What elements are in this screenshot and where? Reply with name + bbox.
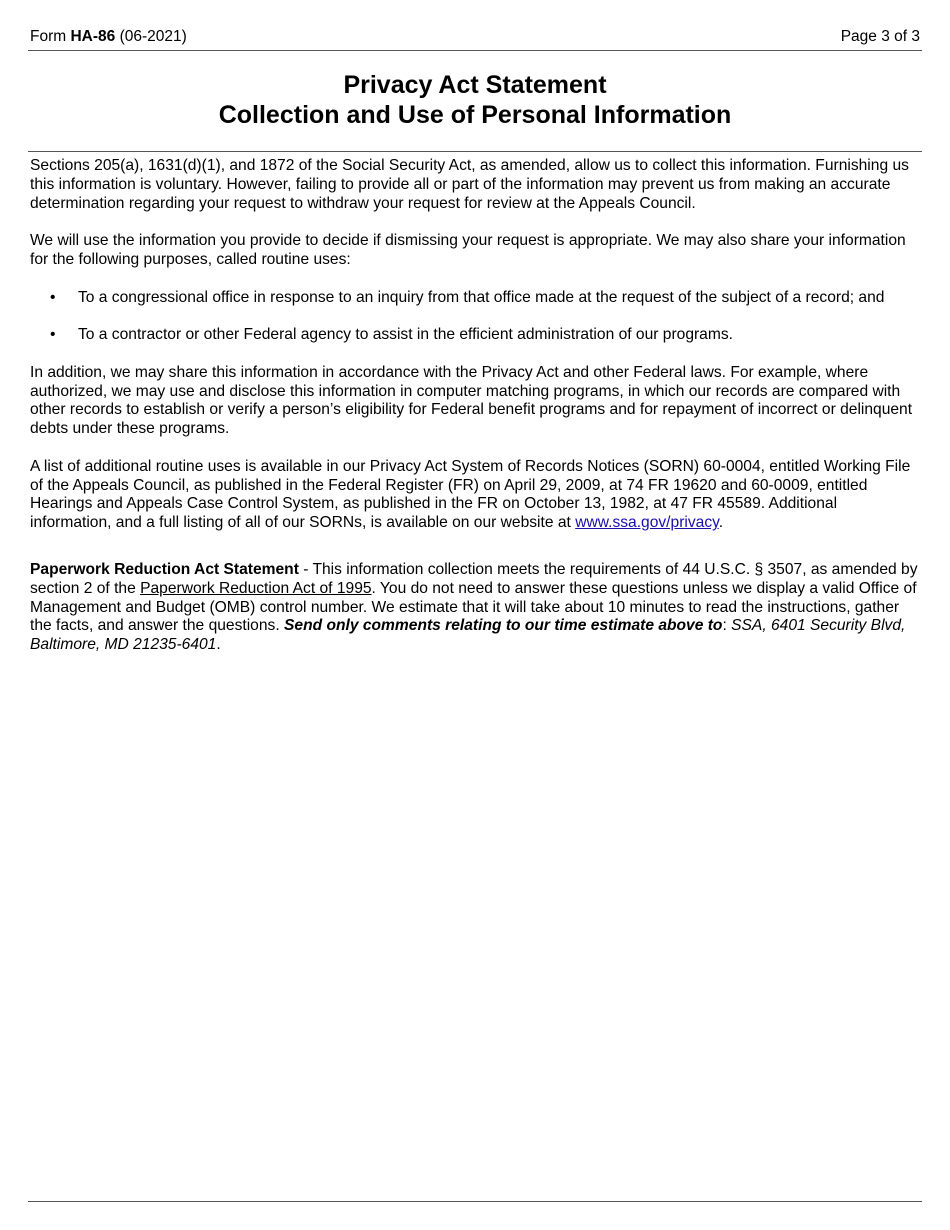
page-title <box>0 70 950 130</box>
privacy-website-link[interactable]: www.ssa.gov/privacy <box>575 514 719 532</box>
purpose-paragraph: We will use the information you provide to decide if dismissing your request is appropriate. We may also share your information for the following purposes, called routine uses: <box>30 232 906 268</box>
send-comments-note: Send only comments relating to our time estimate above to <box>284 617 723 635</box>
paperwork-reduction-paragraph: Paperwork Reduction Act Statement - This information collection meets the requirements of 44 U.S.C. § 3507, as amended by section 2 of the Paperwork Reduction Act of 1995. You do not need to answer these questions unless we display a valid Office of Management and Budget (OMB) control number. We estimate that it will take about 10 minutes to read the instructions, gather the facts, and answer the questions. Send only comments relating to our time estimate above to: SSA, 6401 Security Blvd, Baltimore, MD 21235-6401. <box>30 560 918 654</box>
ssa-address: , 6401 Security Blvd, Baltimore, MD 21235-6401 <box>30 617 906 654</box>
paperwork-act-name: Paperwork Reduction Act of 1995 <box>140 579 372 597</box>
header-divider <box>28 50 922 51</box>
page-header <box>30 27 920 47</box>
sharing-paragraph: In addition, we may share this information in accordance with the Privacy Act and other Federal laws. For example, where authorized, we may use and disclose this information in computer matching programs, in which our records are compared with other records to establish or verify a person’s eligibility for Federal benefit programs and for repayment of incorrect or delinquent debts under these programs. <box>30 363 913 438</box>
routine-uses-list <box>30 289 920 345</box>
sorn-paragraph: A list of additional routine uses is available in our Privacy Act System of Records Notices (SORN) 60-0004, entitled Working File of the Appeals Council, as published in the Federal Register (FR) on April 29, 2009, at 74 FR 19620 and 60-0009, entitled Hearings and Appeals Case Control System, as published in the FR on October 13, 1982, at 47 FR 45589. Additional information, and a full listing of all of our SORNs, is available on our website at www.ssa.gov/privacy. <box>30 457 911 532</box>
form-number: HA-86 <box>70 28 116 45</box>
bullet-icon: • <box>50 326 56 344</box>
title-divider <box>28 151 922 152</box>
title-line-1: Privacy Act Statement <box>343 71 607 99</box>
statement-body <box>30 157 920 674</box>
footer-divider <box>28 1201 922 1202</box>
ssa-org: SSA <box>731 617 763 635</box>
list-item: • To a contractor or other Federal agency to assist in the efficient administration of our programs. <box>50 326 733 344</box>
title-line-2: Collection and Use of Personal Information <box>218 101 732 129</box>
bullet-icon: • <box>50 288 56 306</box>
paperwork-heading: Paperwork Reduction Act Statement <box>30 560 299 578</box>
list-item: • To a congressional office in response to an inquiry from that office made at the request of the subject of a record; and <box>50 288 885 306</box>
authority-paragraph: Sections 205(a), 1631(d)(1), and 1872 of the Social Security Act, as amended, allow us to collect this information. Furnishing us this information is voluntary. However, failing to provide all or part of the information may prevent us from making an accurate determination regarding your request to withdraw your request for review at the Appeals Council. <box>30 157 909 212</box>
page-number: Page 3 of 3 <box>840 28 920 45</box>
form-identifier: Form HA-86 (06-2021) <box>30 28 187 45</box>
